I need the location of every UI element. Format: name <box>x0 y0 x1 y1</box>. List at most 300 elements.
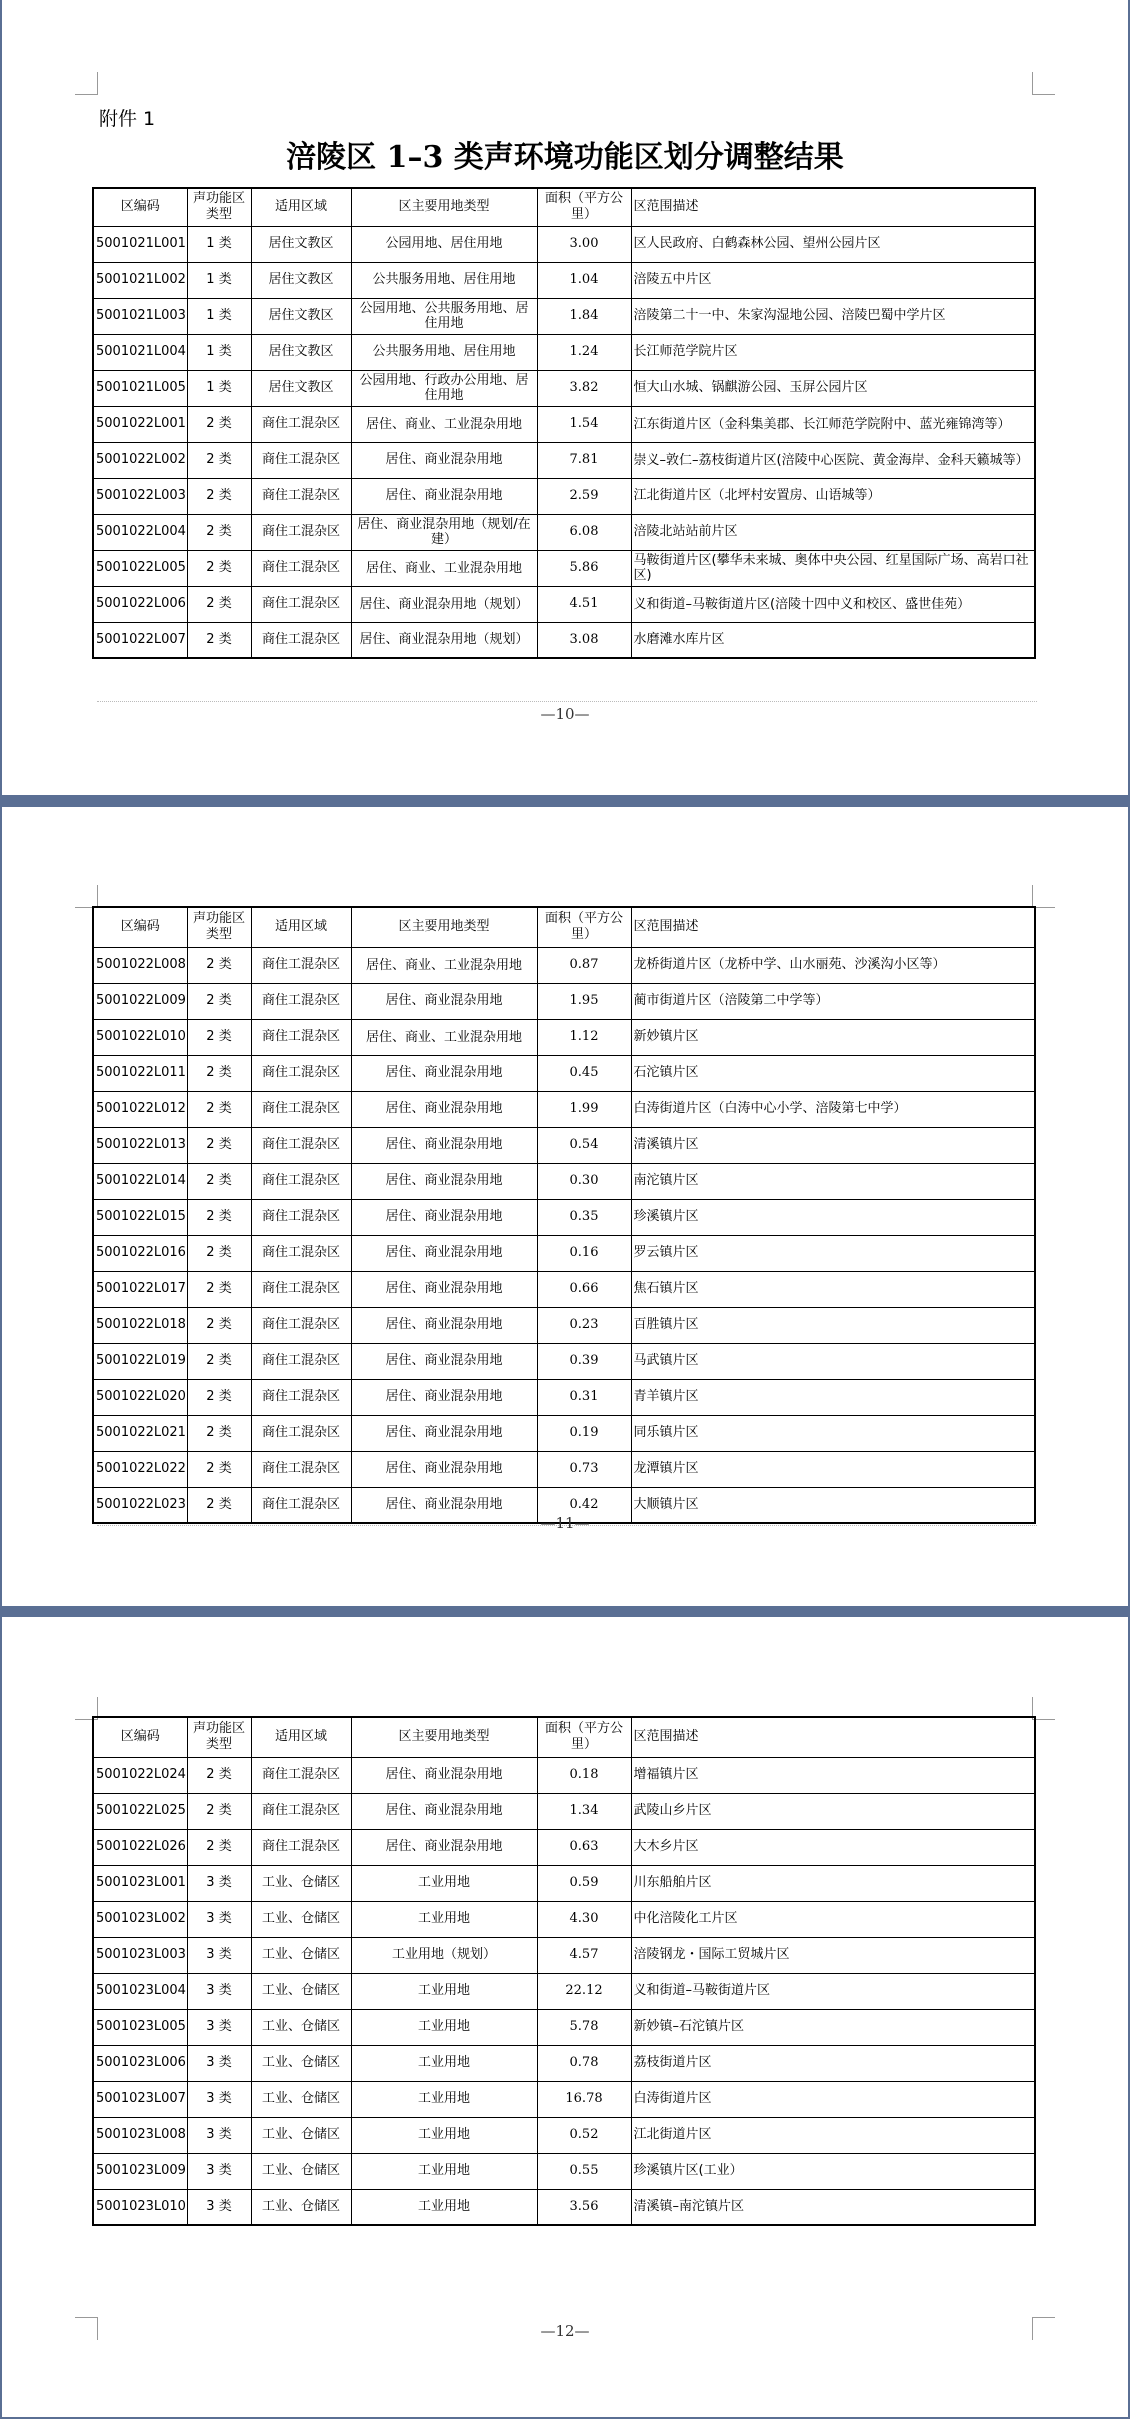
table-cell: 2 类 <box>187 406 251 442</box>
table-cell: 工业用地 <box>351 2153 537 2189</box>
table-cell: 5001022L002 <box>93 442 187 478</box>
table-cell: 5001023L009 <box>93 2153 187 2189</box>
table-cell: 商住工混杂区 <box>251 550 351 586</box>
page-number: —11— <box>540 1514 590 1532</box>
column-header: 区范围描述 <box>631 1717 1035 1757</box>
column-header: 区主要用地类型 <box>351 188 537 226</box>
table-cell: 0.16 <box>537 1235 631 1271</box>
table-body <box>93 226 1035 658</box>
table-cell: 2 类 <box>187 1055 251 1091</box>
table-cell: 6.08 <box>537 514 631 550</box>
table-row <box>93 622 1035 658</box>
table-cell: 中化涪陵化工片区 <box>631 1901 1035 1937</box>
table-cell: 5001022L016 <box>93 1235 187 1271</box>
table-body <box>93 1757 1035 2225</box>
table-cell: 江北街道片区（北坪村安置房、山语城等） <box>631 478 1035 514</box>
table-cell: 石沱镇片区 <box>631 1055 1035 1091</box>
table-cell: 工业用地 <box>351 2009 537 2045</box>
column-header: 面积（平方公里） <box>537 907 631 947</box>
table-cell: 5001021L005 <box>93 370 187 406</box>
table-cell: 商住工混杂区 <box>251 1487 351 1523</box>
table-cell: 清溪镇片区 <box>631 1127 1035 1163</box>
table-cell: 工业用地 <box>351 2045 537 2081</box>
table-cell: 商住工混杂区 <box>251 947 351 983</box>
table-cell: 崇义–敦仁–荔枝街道片区(涪陵中心医院、黄金海岸、金科天籁城等） <box>631 442 1035 478</box>
table-cell: 区人民政府、白鹤森林公园、望州公园片区 <box>631 226 1035 262</box>
table-cell: 5001022L019 <box>93 1343 187 1379</box>
table-cell: 1.04 <box>537 262 631 298</box>
table-cell: 焦石镇片区 <box>631 1271 1035 1307</box>
table-cell: 1.99 <box>537 1091 631 1127</box>
table-cell: 5001021L001 <box>93 226 187 262</box>
crop-mark <box>75 885 98 908</box>
table-header <box>93 907 1035 947</box>
table-row <box>93 586 1035 622</box>
table-cell: 0.66 <box>537 1271 631 1307</box>
table-cell: 16.78 <box>537 2081 631 2117</box>
table-cell: 公园用地、公共服务用地、居住用地 <box>351 298 537 334</box>
table-row <box>93 2189 1035 2225</box>
table-cell: 2 类 <box>187 1127 251 1163</box>
table-cell: 5001022L025 <box>93 1793 187 1829</box>
table-cell: 工业用地 <box>351 2117 537 2153</box>
table-cell: 工业用地 <box>351 1901 537 1937</box>
table-cell: 4.30 <box>537 1901 631 1937</box>
zoning-table <box>92 187 1036 659</box>
table-cell: 2 类 <box>187 1829 251 1865</box>
table-cell: 5001022L003 <box>93 478 187 514</box>
table-cell: 公园用地、居住用地 <box>351 226 537 262</box>
table-cell: 2 类 <box>187 1757 251 1793</box>
table-cell: 0.31 <box>537 1379 631 1415</box>
table-cell: 商住工混杂区 <box>251 1379 351 1415</box>
table-cell: 居住、商业混杂用地 <box>351 442 537 478</box>
table-row <box>93 442 1035 478</box>
table-cell: 0.42 <box>537 1487 631 1523</box>
table-cell: 0.23 <box>537 1307 631 1343</box>
table-cell: 居住文教区 <box>251 226 351 262</box>
table-cell: 0.73 <box>537 1451 631 1487</box>
table-cell: 22.12 <box>537 1973 631 2009</box>
table-cell: 商住工混杂区 <box>251 1127 351 1163</box>
table-cell: 商住工混杂区 <box>251 1271 351 1307</box>
table-cell: 马武镇片区 <box>631 1343 1035 1379</box>
table-cell: 百胜镇片区 <box>631 1307 1035 1343</box>
table-row <box>93 478 1035 514</box>
table-cell: 工业用地 <box>351 2081 537 2117</box>
table-cell: 5001022L001 <box>93 406 187 442</box>
table-cell: 2 类 <box>187 1163 251 1199</box>
header-row <box>93 907 1035 947</box>
table-cell: 商住工混杂区 <box>251 514 351 550</box>
table-cell: 2 类 <box>187 947 251 983</box>
table-cell: 珍溪镇片区(工业） <box>631 2153 1035 2189</box>
table-cell: 3 类 <box>187 2045 251 2081</box>
table-cell: 3 类 <box>187 2009 251 2045</box>
table-cell: 商住工混杂区 <box>251 478 351 514</box>
table-row <box>93 298 1035 334</box>
table-row <box>93 2045 1035 2081</box>
table-row <box>93 1973 1035 2009</box>
table-cell: 居住、商业混杂用地 <box>351 1307 537 1343</box>
table-cell: 5001022L018 <box>93 1307 187 1343</box>
table-cell: 5001022L004 <box>93 514 187 550</box>
table-cell: 5001021L004 <box>93 334 187 370</box>
table-row <box>93 1163 1035 1199</box>
document-page-10 <box>2 0 1128 795</box>
table-cell: 5001022L006 <box>93 586 187 622</box>
table-cell: 商住工混杂区 <box>251 1415 351 1451</box>
table-row <box>93 1865 1035 1901</box>
table-cell: 1 类 <box>187 262 251 298</box>
table-cell: 2 类 <box>187 478 251 514</box>
column-header: 区主要用地类型 <box>351 907 537 947</box>
table-cell: 居住、商业混杂用地 <box>351 1127 537 1163</box>
annex-label: 附件 1 <box>99 108 156 130</box>
table-cell: 1 类 <box>187 370 251 406</box>
table-cell: 0.19 <box>537 1415 631 1451</box>
table-cell: 居住文教区 <box>251 334 351 370</box>
table-cell: 白涛街道片区（白涛中心小学、涪陵第七中学） <box>631 1091 1035 1127</box>
table-cell: 涪陵第二十一中、朱家沟湿地公园、涪陵巴蜀中学片区 <box>631 298 1035 334</box>
table-cell: 5001023L005 <box>93 2009 187 2045</box>
table-cell: 3.08 <box>537 622 631 658</box>
table-cell: 2 类 <box>187 1199 251 1235</box>
table-cell: 5001022L011 <box>93 1055 187 1091</box>
table-row <box>93 1937 1035 1973</box>
table-cell: 2 类 <box>187 1019 251 1055</box>
table-cell: 3.56 <box>537 2189 631 2225</box>
table-cell: 5001022L022 <box>93 1451 187 1487</box>
table-cell: 5001023L002 <box>93 1901 187 1937</box>
table-row <box>93 1019 1035 1055</box>
table-cell: 涪陵北站站前片区 <box>631 514 1035 550</box>
table-cell: 工业用地（规划） <box>351 1937 537 1973</box>
table-row <box>93 1343 1035 1379</box>
table-cell: 3 类 <box>187 1901 251 1937</box>
table-cell: 2 类 <box>187 1451 251 1487</box>
column-header: 区编码 <box>93 188 187 226</box>
table-cell: 5001022L026 <box>93 1829 187 1865</box>
table-cell: 川东船舶片区 <box>631 1865 1035 1901</box>
table-cell: 5001021L003 <box>93 298 187 334</box>
table-cell: 居住、商业混杂用地（规划/在建） <box>351 514 537 550</box>
table-cell: 罗云镇片区 <box>631 1235 1035 1271</box>
document-page-11 <box>2 807 1128 1606</box>
table-cell: 4.51 <box>537 586 631 622</box>
table-cell: 商住工混杂区 <box>251 586 351 622</box>
table-cell: 2 类 <box>187 1379 251 1415</box>
table-cell: 5001022L024 <box>93 1757 187 1793</box>
table-body <box>93 947 1035 1523</box>
table-cell: 3 类 <box>187 1937 251 1973</box>
table-cell: 恒大山水城、锅麒游公园、玉屏公园片区 <box>631 370 1035 406</box>
column-header: 声功能区类型 <box>187 188 251 226</box>
crop-mark <box>1032 72 1055 95</box>
table-cell: 居住、商业混杂用地 <box>351 1757 537 1793</box>
table-row <box>93 1091 1035 1127</box>
table-cell: 商住工混杂区 <box>251 1091 351 1127</box>
table-cell: 3 类 <box>187 2081 251 2117</box>
table-cell: 1 类 <box>187 298 251 334</box>
header-row <box>93 188 1035 226</box>
table-cell: 5001021L002 <box>93 262 187 298</box>
table-cell: 江东街道片区（金科集美郡、长江师范学院附中、蓝光雍锦湾等） <box>631 406 1035 442</box>
table-cell: 5001023L006 <box>93 2045 187 2081</box>
table-cell: 5001022L007 <box>93 622 187 658</box>
table-cell: 居住、商业、工业混杂用地 <box>351 406 537 442</box>
table-cell: 商住工混杂区 <box>251 1055 351 1091</box>
table-row <box>93 2009 1035 2045</box>
table-cell: 居住、商业混杂用地 <box>351 478 537 514</box>
table-cell: 2 类 <box>187 1793 251 1829</box>
table-row <box>93 2153 1035 2189</box>
table-cell: 工业、仓储区 <box>251 2081 351 2117</box>
table-cell: 0.45 <box>537 1055 631 1091</box>
column-header: 声功能区类型 <box>187 1717 251 1757</box>
table-cell: 商住工混杂区 <box>251 1793 351 1829</box>
table-cell: 1.12 <box>537 1019 631 1055</box>
table-cell: 3.82 <box>537 370 631 406</box>
table-cell: 工业、仓储区 <box>251 1973 351 2009</box>
table-cell: 5001022L009 <box>93 983 187 1019</box>
table-cell: 0.18 <box>537 1757 631 1793</box>
column-header: 区范围描述 <box>631 188 1035 226</box>
table-cell: 2 类 <box>187 1235 251 1271</box>
table-cell: 蔺市街道片区（涪陵第二中学等） <box>631 983 1035 1019</box>
table-row <box>93 550 1035 586</box>
table-cell: 居住、商业、工业混杂用地 <box>351 947 537 983</box>
table-cell: 2 类 <box>187 586 251 622</box>
table-cell: 0.35 <box>537 1199 631 1235</box>
crop-mark <box>1032 885 1055 908</box>
table-row <box>93 983 1035 1019</box>
table-cell: 大木乡片区 <box>631 1829 1035 1865</box>
column-header: 声功能区类型 <box>187 907 251 947</box>
table-cell: 居住、商业混杂用地 <box>351 1091 537 1127</box>
table-cell: 2 类 <box>187 1307 251 1343</box>
table-cell: 4.57 <box>537 1937 631 1973</box>
table-cell: 5.78 <box>537 2009 631 2045</box>
column-header: 面积（平方公里） <box>537 188 631 226</box>
page-number: —10— <box>540 705 590 723</box>
table-cell: 5001023L008 <box>93 2117 187 2153</box>
table-cell: 5001022L013 <box>93 1127 187 1163</box>
table-cell: 2 类 <box>187 622 251 658</box>
table-cell: 0.55 <box>537 2153 631 2189</box>
table-cell: 5001023L001 <box>93 1865 187 1901</box>
table-cell: 居住、商业混杂用地 <box>351 1451 537 1487</box>
table-row <box>93 1793 1035 1829</box>
table-cell: 商住工混杂区 <box>251 983 351 1019</box>
table-cell: 工业、仓储区 <box>251 1901 351 1937</box>
table-cell: 荔枝街道片区 <box>631 2045 1035 2081</box>
page-number: —12— <box>540 2322 590 2340</box>
footer-rule <box>97 701 1037 703</box>
zoning-table <box>92 906 1036 1524</box>
table-cell: 工业、仓储区 <box>251 1937 351 1973</box>
table-cell: 1 类 <box>187 334 251 370</box>
table-cell: 居住、商业混杂用地 <box>351 1199 537 1235</box>
table-row <box>93 1451 1035 1487</box>
document-title: 涪陵区 1–3 类声环境功能区划分调整结果 <box>286 140 844 175</box>
table-cell: 5001022L005 <box>93 550 187 586</box>
table-cell: 工业、仓储区 <box>251 2189 351 2225</box>
table-cell: 水磨滩水库片区 <box>631 622 1035 658</box>
table-row <box>93 1901 1035 1937</box>
table-row <box>93 1127 1035 1163</box>
table-row <box>93 1415 1035 1451</box>
column-header: 适用区域 <box>251 907 351 947</box>
column-header: 适用区域 <box>251 1717 351 1757</box>
table-row <box>93 947 1035 983</box>
table-cell: 3.00 <box>537 226 631 262</box>
document-page-12 <box>2 1617 1128 2417</box>
table-cell: 2 类 <box>187 1415 251 1451</box>
table-cell: 工业用地 <box>351 1973 537 2009</box>
column-header: 适用区域 <box>251 188 351 226</box>
table-cell: 1.24 <box>537 334 631 370</box>
table-header <box>93 188 1035 226</box>
table-cell: 2.59 <box>537 478 631 514</box>
table-cell: 2 类 <box>187 442 251 478</box>
table-cell: 居住文教区 <box>251 262 351 298</box>
table-cell: 居住、商业混杂用地 <box>351 1415 537 1451</box>
table-cell: 武陵山乡片区 <box>631 1793 1035 1829</box>
table-cell: 新妙镇–石沱镇片区 <box>631 2009 1035 2045</box>
table-cell: 5001022L020 <box>93 1379 187 1415</box>
column-header: 区主要用地类型 <box>351 1717 537 1757</box>
table-cell: 工业用地 <box>351 2189 537 2225</box>
table-cell: 1.34 <box>537 1793 631 1829</box>
table-cell: 居住文教区 <box>251 298 351 334</box>
table-cell: 3 类 <box>187 1973 251 2009</box>
table-cell: 居住文教区 <box>251 370 351 406</box>
table-cell: 2 类 <box>187 1487 251 1523</box>
table-row <box>93 1829 1035 1865</box>
table-cell: 龙桥街道片区（龙桥中学、山水丽苑、沙溪沟小区等） <box>631 947 1035 983</box>
table-cell: 大顺镇片区 <box>631 1487 1035 1523</box>
table-cell: 居住、商业混杂用地 <box>351 1163 537 1199</box>
table-cell: 马鞍街道片区(攀华未来城、奥体中央公园、红星国际广场、高岩口社区) <box>631 550 1035 586</box>
table-row <box>93 2081 1035 2117</box>
table-cell: 居住、商业混杂用地 <box>351 1487 537 1523</box>
table-cell: 商住工混杂区 <box>251 1343 351 1379</box>
table-cell: 涪陵钢龙・国际工贸城片区 <box>631 1937 1035 1973</box>
table-cell: 长江师范学院片区 <box>631 334 1035 370</box>
table-cell: 5001022L021 <box>93 1415 187 1451</box>
header-row <box>93 1717 1035 1757</box>
table-cell: 珍溪镇片区 <box>631 1199 1035 1235</box>
table-cell: 2 类 <box>187 1091 251 1127</box>
table-cell: 商住工混杂区 <box>251 406 351 442</box>
table-cell: 5001022L015 <box>93 1199 187 1235</box>
table-cell: 涪陵五中片区 <box>631 262 1035 298</box>
table-cell: 居住、商业混杂用地 <box>351 1379 537 1415</box>
table-cell: 3 类 <box>187 1865 251 1901</box>
table-cell: 1.54 <box>537 406 631 442</box>
table-row <box>93 2117 1035 2153</box>
table-cell: 5001022L014 <box>93 1163 187 1199</box>
table-cell: 公园用地、行政办公用地、居住用地 <box>351 370 537 406</box>
table-cell: 居住、商业混杂用地 <box>351 1271 537 1307</box>
table-cell: 商住工混杂区 <box>251 442 351 478</box>
table-cell: 商住工混杂区 <box>251 1163 351 1199</box>
table-cell: 公共服务用地、居住用地 <box>351 262 537 298</box>
table-cell: 3 类 <box>187 2117 251 2153</box>
table-cell: 居住、商业混杂用地 <box>351 1343 537 1379</box>
table-cell: 5001022L017 <box>93 1271 187 1307</box>
table-cell: 5001022L008 <box>93 947 187 983</box>
table-row <box>93 1757 1035 1793</box>
table-cell: 居住、商业混杂用地 <box>351 1055 537 1091</box>
table-cell: 工业、仓储区 <box>251 2117 351 2153</box>
table-row <box>93 1307 1035 1343</box>
table-row <box>93 262 1035 298</box>
zoning-table <box>92 1716 1036 2226</box>
column-header: 面积（平方公里） <box>537 1717 631 1757</box>
table-cell: 5001022L023 <box>93 1487 187 1523</box>
table-cell: 居住、商业混杂用地（规划） <box>351 622 537 658</box>
table-cell: 5001023L003 <box>93 1937 187 1973</box>
table-cell: 居住、商业、工业混杂用地 <box>351 550 537 586</box>
table-cell: 0.78 <box>537 2045 631 2081</box>
table-cell: 1 类 <box>187 226 251 262</box>
table-cell: 5001023L010 <box>93 2189 187 2225</box>
table-cell: 商住工混杂区 <box>251 622 351 658</box>
table-cell: 公共服务用地、居住用地 <box>351 334 537 370</box>
table-row <box>93 334 1035 370</box>
table-row <box>93 370 1035 406</box>
table-cell: 0.39 <box>537 1343 631 1379</box>
table-cell: 0.54 <box>537 1127 631 1163</box>
table-cell: 2 类 <box>187 550 251 586</box>
table-cell: 清溪镇–南沱镇片区 <box>631 2189 1035 2225</box>
table-row <box>93 1379 1035 1415</box>
table-cell: 2 类 <box>187 514 251 550</box>
table-cell: 工业用地 <box>351 1865 537 1901</box>
table-row <box>93 226 1035 262</box>
table-row <box>93 1235 1035 1271</box>
table-cell: 2 类 <box>187 1343 251 1379</box>
table-cell: 5001022L012 <box>93 1091 187 1127</box>
table-cell: 工业、仓储区 <box>251 2009 351 2045</box>
table-cell: 2 类 <box>187 983 251 1019</box>
table-cell: 居住、商业混杂用地 <box>351 983 537 1019</box>
table-row <box>93 1055 1035 1091</box>
table-cell: 新妙镇片区 <box>631 1019 1035 1055</box>
table-cell: 5001023L004 <box>93 1973 187 2009</box>
table-cell: 3 类 <box>187 2189 251 2225</box>
table-cell: 5.86 <box>537 550 631 586</box>
table-cell: 0.30 <box>537 1163 631 1199</box>
table-cell: 居住、商业混杂用地（规划） <box>351 586 537 622</box>
table-cell: 0.59 <box>537 1865 631 1901</box>
table-cell: 商住工混杂区 <box>251 1451 351 1487</box>
table-cell: 义和街道–马鞍街道片区 <box>631 1973 1035 2009</box>
table-cell: 1.95 <box>537 983 631 1019</box>
table-cell: 龙潭镇片区 <box>631 1451 1035 1487</box>
table-cell: 义和街道–马鞍街道片区(涪陵十四中义和校区、盛世佳苑） <box>631 586 1035 622</box>
table-cell: 0.52 <box>537 2117 631 2153</box>
table-cell: 5001022L010 <box>93 1019 187 1055</box>
table-cell: 居住、商业、工业混杂用地 <box>351 1019 537 1055</box>
table-row <box>93 406 1035 442</box>
table-cell: 商住工混杂区 <box>251 1199 351 1235</box>
table-cell: 同乐镇片区 <box>631 1415 1035 1451</box>
table-cell: 2 类 <box>187 1271 251 1307</box>
table-cell: 商住工混杂区 <box>251 1235 351 1271</box>
